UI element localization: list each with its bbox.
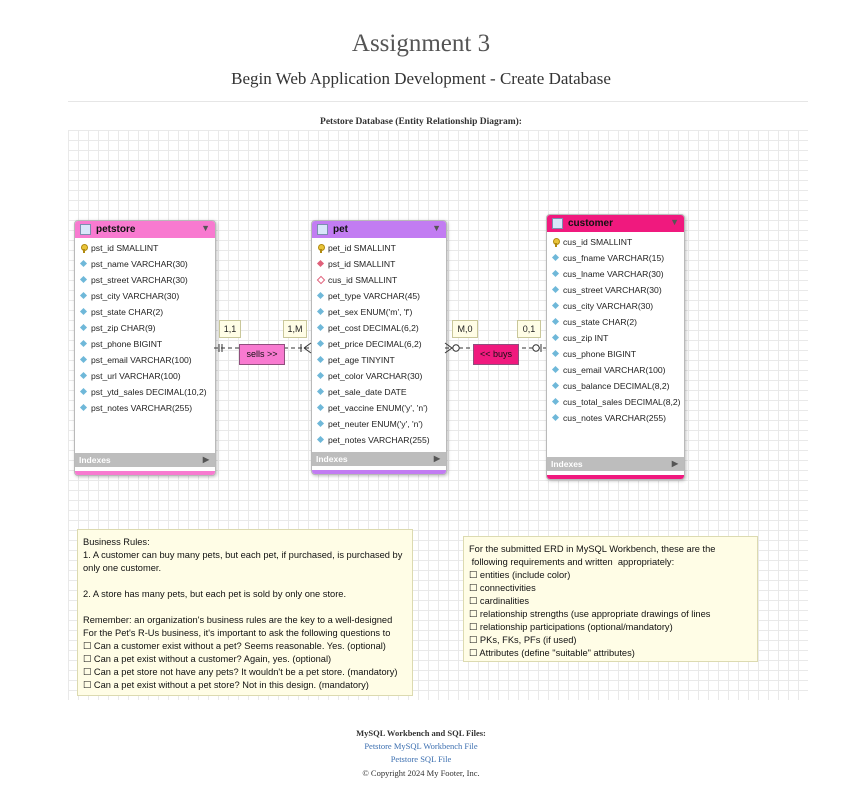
- nullable-column-icon: [316, 276, 325, 285]
- column-text: pet_price DECIMAL(6,2): [328, 339, 422, 349]
- column-icon: [551, 350, 560, 359]
- column-text: pst_id SMALLINT: [91, 243, 159, 253]
- column-text: pet_vaccine ENUM('y', 'n'): [328, 403, 428, 413]
- note-line: Remember: an organization's business rules are the key to a well-designed: [83, 615, 393, 625]
- column-text: pet_sex ENUM('m', 'f'): [328, 307, 413, 317]
- table-petstore-columns: [75, 238, 215, 416]
- expand-arrow-icon: ▶: [202, 455, 209, 464]
- table-pet[interactable]: [311, 220, 447, 475]
- table-icon: [80, 224, 91, 235]
- column-icon: [316, 420, 325, 429]
- column-icon: [79, 388, 88, 397]
- relationship-buys[interactable]: << buys: [473, 344, 519, 365]
- column-row[interactable]: [312, 256, 446, 272]
- column-row[interactable]: [75, 368, 215, 384]
- indexes-bar[interactable]: [547, 457, 684, 471]
- note-line: ☐ Can a pet exist without a customer? Again, yes. (optional): [83, 654, 332, 664]
- column-row[interactable]: [312, 400, 446, 416]
- column-icon: [316, 324, 325, 333]
- column-text: cus_balance DECIMAL(8,2): [563, 381, 670, 391]
- sells-left-cardinality: 1,1: [219, 320, 241, 338]
- column-icon: [316, 388, 325, 397]
- column-row[interactable]: [547, 330, 684, 346]
- column-row[interactable]: [75, 320, 215, 336]
- primary-key-icon: [79, 244, 88, 253]
- table-icon: [552, 218, 563, 229]
- copyright: © Copyright 2024 My Footer, Inc.: [362, 768, 480, 778]
- buys-optional-circle-left: [453, 345, 459, 351]
- buys-optional-circle-right: [533, 345, 539, 351]
- column-text: cus_lname VARCHAR(30): [563, 269, 664, 279]
- column-text: pst_email VARCHAR(100): [91, 355, 192, 365]
- column-icon: [79, 324, 88, 333]
- table-customer-columns: [547, 232, 684, 426]
- collapse-arrow-icon[interactable]: ▼: [201, 223, 210, 233]
- column-text: pst_notes VARCHAR(255): [91, 403, 193, 413]
- files-heading: MySQL Workbench and SQL Files:: [356, 728, 486, 738]
- column-icon: [551, 414, 560, 423]
- note-line: ☐ Attributes (define "suitable" attributes): [469, 648, 635, 658]
- note-line: ☐ connectivities: [469, 583, 536, 593]
- column-row[interactable]: [312, 304, 446, 320]
- column-row[interactable]: [547, 346, 684, 362]
- column-row[interactable]: [312, 336, 446, 352]
- note-line: ☐ relationship strengths (use appropriate drawings of lines: [469, 609, 711, 619]
- column-row[interactable]: [312, 352, 446, 368]
- column-row[interactable]: [312, 288, 446, 304]
- column-text: cus_id SMALLINT: [328, 275, 398, 285]
- column-text: cus_id SMALLINT: [563, 237, 633, 247]
- column-icon: [551, 302, 560, 311]
- note-line: ☐ Can a customer exist without a pet? Seems reasonable. Yes. (optional): [83, 641, 386, 651]
- requirements-note: [463, 536, 758, 662]
- column-icon: [79, 340, 88, 349]
- column-text: cus_email VARCHAR(100): [563, 365, 666, 375]
- column-row[interactable]: [312, 240, 446, 256]
- workbench-file-link[interactable]: Petstore MySQL Workbench File: [364, 741, 478, 751]
- table-icon: [317, 224, 328, 235]
- column-row[interactable]: [75, 352, 215, 368]
- note-line: ☐ PKs, FKs, PFs (if used): [469, 635, 577, 645]
- column-row[interactable]: [75, 256, 215, 272]
- column-row[interactable]: [75, 288, 215, 304]
- primary-key-icon: [316, 244, 325, 253]
- column-row[interactable]: [547, 410, 684, 426]
- column-row[interactable]: [75, 400, 215, 416]
- note-line: 2. A store has many pets, but each pet is sold by only one store.: [83, 589, 347, 599]
- sells-crowfoot-bottom: [304, 348, 311, 353]
- column-row[interactable]: [547, 282, 684, 298]
- note-line: For the submitted ERD in MySQL Workbench, these are the: [469, 544, 716, 554]
- divider: [68, 101, 808, 102]
- table-pet-header: [312, 221, 446, 238]
- column-icon: [79, 292, 88, 301]
- column-row[interactable]: [75, 304, 215, 320]
- table-customer-name: customer: [568, 218, 614, 229]
- buys-right-cardinality: 0,1: [517, 320, 541, 338]
- column-text: cus_phone BIGINT: [563, 349, 637, 359]
- indexes-bar[interactable]: [75, 453, 215, 467]
- note-line: [83, 601, 406, 614]
- indexes-label: Indexes: [79, 455, 111, 465]
- column-icon: [551, 286, 560, 295]
- column-icon: [551, 254, 560, 263]
- table-pet-name: pet: [333, 224, 348, 235]
- column-text: pet_id SMALLINT: [328, 243, 396, 253]
- table-customer-header: [547, 215, 684, 232]
- table-petstore-header: [75, 221, 215, 238]
- table-color-bar: [547, 475, 684, 479]
- note-line: ☐ Can a pet exist without a pet store? Not in this design. (mandatory): [83, 680, 369, 690]
- indexes-bar[interactable]: [312, 452, 446, 466]
- column-text: pet_age TINYINT: [328, 355, 395, 365]
- column-icon: [79, 372, 88, 381]
- foreign-key-icon: [316, 260, 325, 269]
- column-text: pet_cost DECIMAL(6,2): [328, 323, 419, 333]
- column-icon: [316, 436, 325, 445]
- column-icon: [551, 334, 560, 343]
- column-text: pet_notes VARCHAR(255): [328, 435, 430, 445]
- column-icon: [79, 356, 88, 365]
- column-row[interactable]: [547, 378, 684, 394]
- column-row[interactable]: [312, 432, 446, 448]
- column-row[interactable]: [547, 298, 684, 314]
- column-icon: [551, 270, 560, 279]
- note-line: For the Pet's R-Us business, it's important to ask the following questions to: [83, 628, 391, 638]
- column-row[interactable]: [312, 320, 446, 336]
- column-text: pst_phone BIGINT: [91, 339, 163, 349]
- column-row[interactable]: [75, 384, 215, 400]
- sells-right-cardinality: 1,M: [283, 320, 307, 338]
- column-text: pet_sale_date DATE: [328, 387, 407, 397]
- table-color-bar: [75, 471, 215, 475]
- column-icon: [551, 366, 560, 375]
- note-line: ☐ relationship participations (optional/mandatory): [469, 622, 673, 632]
- relationship-sells[interactable]: sells >>: [239, 344, 285, 365]
- indexes-label: Indexes: [551, 459, 583, 469]
- page-title: Assignment 3: [351, 30, 491, 57]
- column-row[interactable]: [312, 272, 446, 288]
- column-row[interactable]: [547, 234, 684, 250]
- column-row[interactable]: [312, 384, 446, 400]
- column-text: pst_zip CHAR(9): [91, 323, 156, 333]
- collapse-arrow-icon[interactable]: ▼: [670, 217, 679, 227]
- indexes-label: Indexes: [316, 454, 348, 464]
- table-petstore[interactable]: [74, 220, 216, 476]
- business-rules-note: [77, 529, 413, 696]
- column-icon: [316, 372, 325, 381]
- column-row[interactable]: [547, 394, 684, 410]
- column-row[interactable]: [547, 314, 684, 330]
- column-text: pst_state CHAR(2): [91, 307, 164, 317]
- table-petstore-name: petstore: [96, 224, 136, 235]
- column-text: pst_city VARCHAR(30): [91, 291, 180, 301]
- column-row[interactable]: [312, 368, 446, 384]
- sells-crowfoot-top: [304, 343, 311, 348]
- column-row[interactable]: [75, 336, 215, 352]
- column-text: pst_name VARCHAR(30): [91, 259, 188, 269]
- buys-left-cardinality: M,0: [452, 320, 478, 338]
- column-text: pst_ytd_sales DECIMAL(10,2): [91, 387, 207, 397]
- page-subtitle: Begin Web Application Development - Create Database: [231, 69, 611, 88]
- column-icon: [79, 308, 88, 317]
- column-icon: [316, 292, 325, 301]
- column-text: pst_url VARCHAR(100): [91, 371, 181, 381]
- column-icon: [316, 308, 325, 317]
- diagram-caption: Petstore Database (Entity Relationship Diagram):: [320, 117, 522, 127]
- note-line: Business Rules:: [83, 537, 150, 547]
- note-line: following requirements and written appropriately:: [469, 557, 675, 567]
- column-icon: [551, 318, 560, 327]
- note-line: 1. A customer can buy many pets, but each pet, if purchased, is purchased by only one customer.: [83, 550, 405, 573]
- column-row[interactable]: [547, 250, 684, 266]
- column-text: pst_street VARCHAR(30): [91, 275, 188, 285]
- column-text: pet_type VARCHAR(45): [328, 291, 421, 301]
- column-text: pst_id SMALLINT: [328, 259, 396, 269]
- note-line: ☐ entities (include color): [469, 570, 571, 580]
- column-row[interactable]: [75, 272, 215, 288]
- column-icon: [316, 356, 325, 365]
- erd-canvas: [68, 130, 808, 700]
- column-row[interactable]: [312, 416, 446, 432]
- table-customer[interactable]: [546, 214, 685, 480]
- note-line: [83, 575, 406, 588]
- table-color-bar: [312, 470, 446, 474]
- column-row[interactable]: [547, 362, 684, 378]
- column-text: pet_neuter ENUM('y', 'n'): [328, 419, 423, 429]
- column-text: pet_color VARCHAR(30): [328, 371, 423, 381]
- collapse-arrow-icon[interactable]: ▼: [432, 223, 441, 233]
- expand-arrow-icon: ▶: [671, 459, 678, 468]
- column-icon: [551, 398, 560, 407]
- column-text: cus_fname VARCHAR(15): [563, 253, 665, 263]
- column-text: cus_city VARCHAR(30): [563, 301, 654, 311]
- sql-file-link[interactable]: Petstore SQL File: [390, 754, 452, 764]
- column-row[interactable]: [547, 266, 684, 282]
- expand-arrow-icon: ▶: [433, 454, 440, 463]
- column-icon: [316, 340, 325, 349]
- column-text: cus_total_sales DECIMAL(8,2): [563, 397, 681, 407]
- column-icon: [79, 404, 88, 413]
- note-line: ☐ cardinalities: [469, 596, 530, 606]
- primary-key-icon: [551, 238, 560, 247]
- column-icon: [79, 260, 88, 269]
- column-text: cus_state CHAR(2): [563, 317, 638, 327]
- column-text: cus_zip INT: [563, 333, 609, 343]
- column-icon: [316, 404, 325, 413]
- column-icon: [79, 276, 88, 285]
- column-icon: [551, 382, 560, 391]
- column-row[interactable]: [75, 240, 215, 256]
- note-line: ☐ Can a pet store not have any pets? It wouldn't be a pet store. (mandatory): [83, 667, 398, 677]
- table-pet-columns: [312, 238, 446, 448]
- column-text: cus_notes VARCHAR(255): [563, 413, 667, 423]
- column-text: cus_street VARCHAR(30): [563, 285, 662, 295]
